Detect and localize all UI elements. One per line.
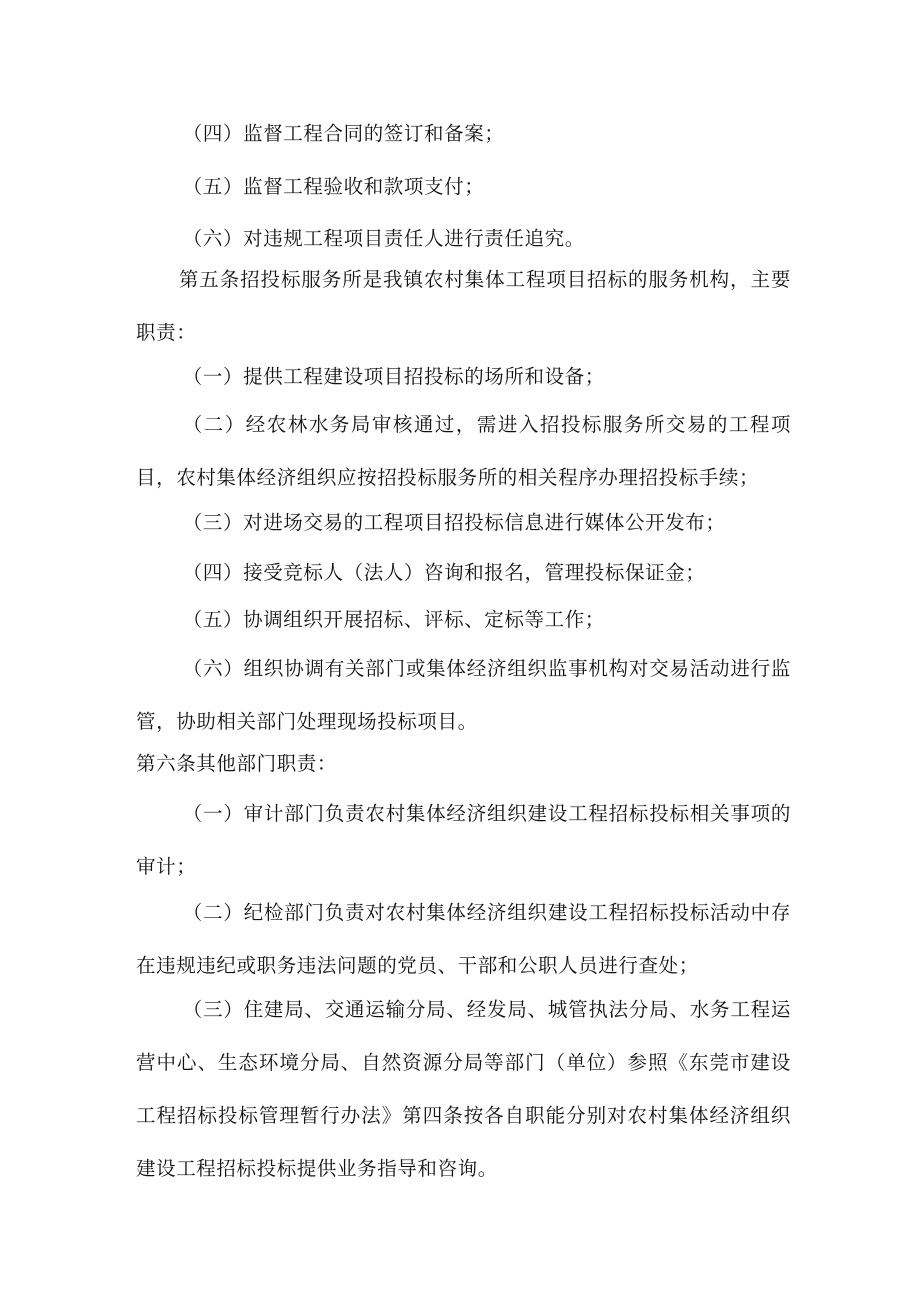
paragraph-article-5-item-2: （二）经农林水务局审核通过，需进入招投标服务所交易的工程项目，农村集体经济组织应按招投标服务所的相关程序办理招投标手续；	[136, 413, 791, 489]
paragraph-article-5-item-4: （四）接受竞标人（法人）咨询和报名，管理投标保证金；	[182, 561, 706, 584]
paragraph-article-5-item-5: （五）协调组织开展招标、评标、定标等工作；	[182, 608, 605, 631]
paragraph-supervise-acceptance: （五）监督工程验收和款项支付；	[182, 175, 485, 198]
paragraph-article-6-item-3: （三）住建局、交通运输分局、经发局、城管执法分局、水务工程运营中心、生态环境分局、自然资源分局等部门（单位）参照《东莞市建设工程招标投标管理暂行办法》第四条按各自职能分别对农村集体经济组织建设工程招标投标提供业务指导和咨询。	[136, 998, 791, 1180]
paragraph-article-5-item-3: （三）对进场交易的工程项目招投标信息进行媒体公开发布；	[182, 511, 726, 534]
paragraph-article-6-item-2: （二）纪检部门负责对农村集体经济组织建设工程招标投标活动中存在违规违纪或职务违法问题的党员、干部和公职人员进行查处；	[136, 901, 791, 977]
paragraph-article-5-item-1: （一）提供工程建设项目招投标的场所和设备；	[182, 365, 605, 388]
paragraph-article-6: 第六条其他部门职责：	[136, 752, 338, 775]
paragraph-article-5-item-6: （六）组织协调有关部门或集体经济组织监事机构对交易活动进行监管，协助相关部门处理现场投标项目。	[136, 657, 791, 733]
paragraph-article-6-item-1: （一）审计部门负责农村集体经济组织建设工程招标投标相关事项的审计；	[136, 802, 791, 878]
paragraph-article-5: 第五条招投标服务所是我镇农村集体工程项目招标的服务机构，主要职责：	[136, 268, 791, 344]
paragraph-supervise-contract: （四）监督工程合同的签订和备案；	[182, 122, 505, 145]
paragraph-accountability: （六）对违规工程项目责任人进行责任追究。	[182, 227, 585, 250]
